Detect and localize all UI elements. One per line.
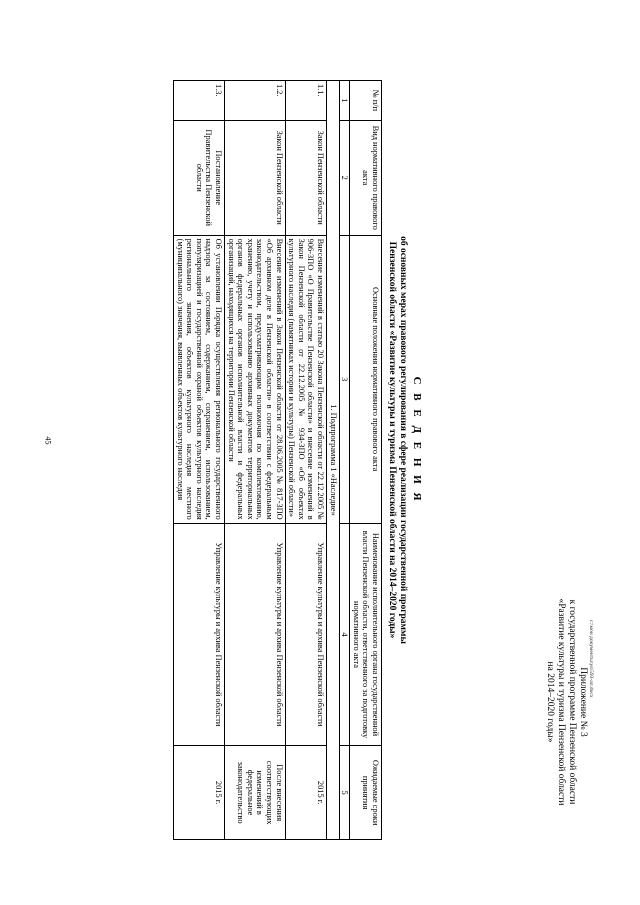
act-content: Внесение изменений в Закон Пензенской области от 28.06.2005 № 817-ЗПО «Об архивном деле в Пензенской области» в соответствии с федеральным законодательством, предусматривающим полномочия по комплектованию, хранению, учету и использованию архивных документов территориальных органов федеральных органов исполнительной власти и федеральных организаций, находящихся на территории Пензенской области (225, 235, 286, 523)
document-title (386, 40, 422, 840)
appendix-line-2: к государственной программе Пензенской области (567, 599, 577, 805)
measures-table (173, 80, 382, 840)
responsible-organ: Управление культуры и архива Пензенской области (285, 523, 326, 746)
column-number: 2 (339, 120, 350, 235)
table-row (225, 81, 286, 840)
responsible-organ: Управление культуры и архива Пензенской области (174, 523, 225, 746)
act-type: Закон Пензенской области (285, 120, 326, 235)
header-no: № п/п (350, 81, 382, 121)
column-number: 4 (339, 523, 350, 746)
expected-term: 2015 г. (174, 746, 225, 840)
expected-term: 2015 г. (285, 746, 326, 840)
header-organ: Наименование исполнительного органа государственной власти Пензенской области, ответственного за подготовку нормативного акта (350, 523, 382, 746)
header-content: Основные положения нормативного правового акта (350, 235, 382, 523)
column-number: 3 (339, 235, 350, 523)
title-line-2: об основных мерах правового регулирования в сфере реализации государственной программы (398, 236, 408, 644)
table-row (174, 81, 225, 840)
expected-term: После внесения соответствующих изменений в федеральное законодательство (225, 746, 286, 840)
act-content: Внесение изменений в статью 20 Закона Пензенской области от 22.12.2005 № 906-ЗПО «О Правительстве Пензенской области» и внесение изменений в Закон Пензенской области от 22.12.2005 № 934-ЗПО «Об объектах культурного наследия (памятниках истории и культуры) Пензенской области» (285, 235, 326, 523)
act-type: Постановление Правительства Пензенской области (174, 120, 225, 235)
header-type: Вид нормативного правового акта (350, 120, 382, 235)
subprogram-title: 1. Подпрограмма 1 «Наследие» (327, 81, 340, 840)
subprogram-row (327, 81, 340, 840)
file-path-footer: c:\мои документы\ул\593-ап.docx (588, 620, 594, 698)
appendix-line-3: «Развитие культуры и туризма Пензенской области (556, 598, 566, 806)
appendix-header (544, 572, 588, 832)
rotated-sheet (130, 40, 590, 840)
appendix-line-4: на 2014–2020 годы» (545, 661, 555, 743)
row-number: 1.1. (285, 81, 326, 121)
header-term: Ожидаемые сроки принятия (350, 746, 382, 840)
column-number: 1 (339, 81, 350, 121)
appendix-line-1: Приложение № 3 (578, 667, 588, 737)
title-line-3: Пензенской области «Развитие культуры и туризма Пензенской области на 2014–2020 годы» (387, 241, 397, 639)
row-number: 1.2. (225, 81, 286, 121)
act-type: Закон Пензенской области (225, 120, 286, 235)
page-number: 45 (43, 436, 53, 445)
responsible-organ: Управление культуры и архива Пензенской области (225, 523, 286, 746)
column-number: 5 (339, 746, 350, 840)
act-content: Об установлении Порядка осуществления регионального государственного надзора за состоянием, содержанием, сохранением, использованием, популяризацией и государственной охраной объектов культурного наследия регионального значения, объектов культурного наследия местного (муниципального) значения, выявленных объектов культурного наследия (174, 235, 225, 523)
row-number: 1.3. (174, 81, 225, 121)
column-number-row (339, 81, 350, 840)
title-heading: С В Е Д Е Н И Я (411, 376, 423, 504)
table-row (285, 81, 326, 840)
header-row (350, 81, 382, 840)
